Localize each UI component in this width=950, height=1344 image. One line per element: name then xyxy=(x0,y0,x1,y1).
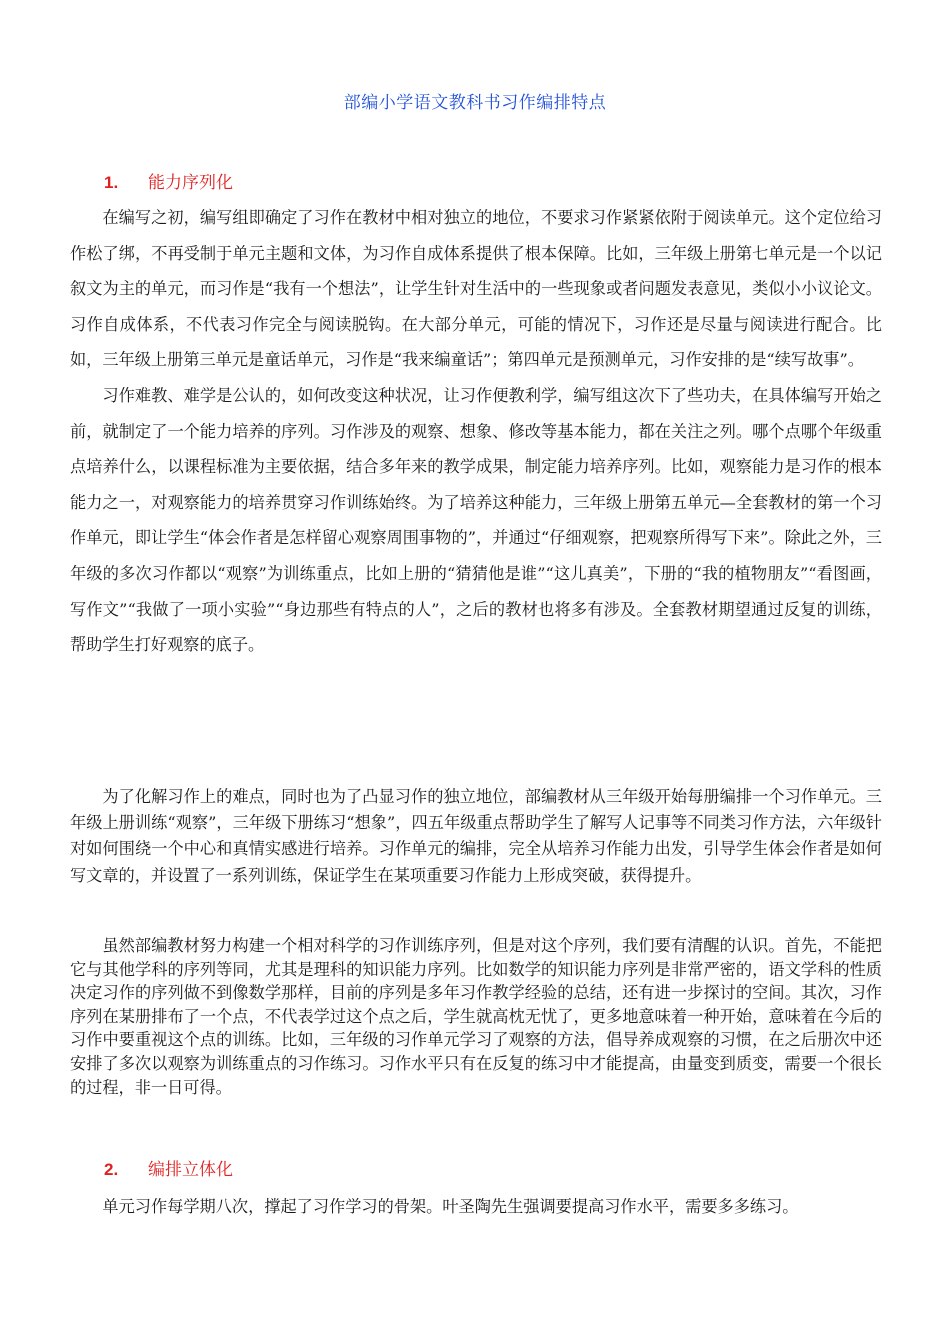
paragraph-group-b xyxy=(70,784,882,889)
document-title: 部编小学语文教科书习作编排特点 xyxy=(343,93,607,113)
paragraph: 习作难教、难学是公认的，如何改变这种状况，让习作便教利学，编写组这次下了些功夫，在具体编写开始之前，就制定了一个能力培养的序列。习作涉及的观察、想象、修改等基本能力，都在关注之列。哪个点哪个年级重点培养什么，以课程标准为主要依据，结合多年来的教学成果，制定能力培养序列。比如，观察能力是习作的根本能力之一，对观察能力的培养贯穿习作训练始终。为了培养这种能力，三年级上册第五单元—全套教材的第一个习作单元，即让学生“体会作者是怎样留心观察周围事物的”，并通过“仔细观察，把观察所得写下来”。除此之外，三年级的多次习作都以“观察”为训练重点，比如上册的“猜猜他是谁”“这儿真美”，下册的“我的植物朋友”“看图画，写作文”“我做了一项小实验”“身边那些有特点的人”，之后的教材也将多有涉及。全套教材期望通过反复的训练，帮助学生打好观察的底子。 xyxy=(70,385,882,655)
section-heading-2 xyxy=(104,1155,233,1180)
paragraph: 单元习作每学期八次，撑起了习作学习的骨架。叶圣陶先生强调要提高习作水平，需要多多练习。 xyxy=(102,1197,799,1216)
paragraph-group-d xyxy=(70,1189,882,1225)
paragraph-group-c xyxy=(70,934,882,1099)
paragraph-group-a xyxy=(70,200,882,663)
section-heading-1 xyxy=(104,168,233,193)
paragraph: 在编写之初，编写组即确定了习作在教材中相对独立的地位，不要求习作紧紧依附于阅读单元。这个定位给习作松了绑，不再受制于单元主题和文体，为习作自成体系提供了根本保障。比如，三年级上册第七单元是一个以记叙文为主的单元，而习作是“我有一个想法”，让学生针对生活中的一些现象或者问题发表意见，类似小小议论文。习作自成体系，不代表习作完全与阅读脱钩。在大部分单元，可能的情况下，习作还是尽量与阅读进行配合。比如，三年级上册第三单元是童话单元，习作是“我来编童话”；第四单元是预测单元，习作安排的是“续写故事”。 xyxy=(70,208,882,370)
paragraph: 虽然部编教材努力构建一个相对科学的习作训练序列，但是对这个序列，我们要有清醒的认识。首先，不能把它与其他学科的序列等同，尤其是理科的知识能力序列。比如数学的知识能力序列是非常严密的，语文学科的性质决定习作的序列做不到像数学那样，目前的序列是多年习作教学经验的总结，还有进一步探讨的空间。其次，习作序列在某册排布了一个点，不代表学过这个点之后，学生就高枕无忧了，更多地意味着一种开始，意味着在今后的习作中要重视这个点的训练。比如，三年级的习作单元学习了观察的方法，倡导养成观察的习惯，在之后册次中还安排了多次以观察为训练重点的习作练习。习作水平只有在反复的练习中才能提高，由量变到质变，需要一个很长的过程，非一日可得。 xyxy=(70,936,882,1097)
section-heading-text: 能力序列化 xyxy=(148,173,233,193)
paragraph: 为了化解习作上的难点，同时也为了凸显习作的独立地位，部编教材从三年级开始每册编排一个习作单元。三年级上册训练“观察”，三年级下册练习“想象”，四五年级重点帮助学生了解写人记事等不同类习作方法，六年级针对如何围绕一个中心和真情实感进行培养。习作单元的编排，完全从培养习作能力出发，引导学生体会作者是如何写文章的，并设置了一系列训练，保证学生在某项重要习作能力上形成突破，获得提升。 xyxy=(70,787,882,885)
section-number: 1. xyxy=(104,173,119,192)
section-heading-text: 编排立体化 xyxy=(148,1160,233,1180)
section-number: 2. xyxy=(104,1160,119,1179)
